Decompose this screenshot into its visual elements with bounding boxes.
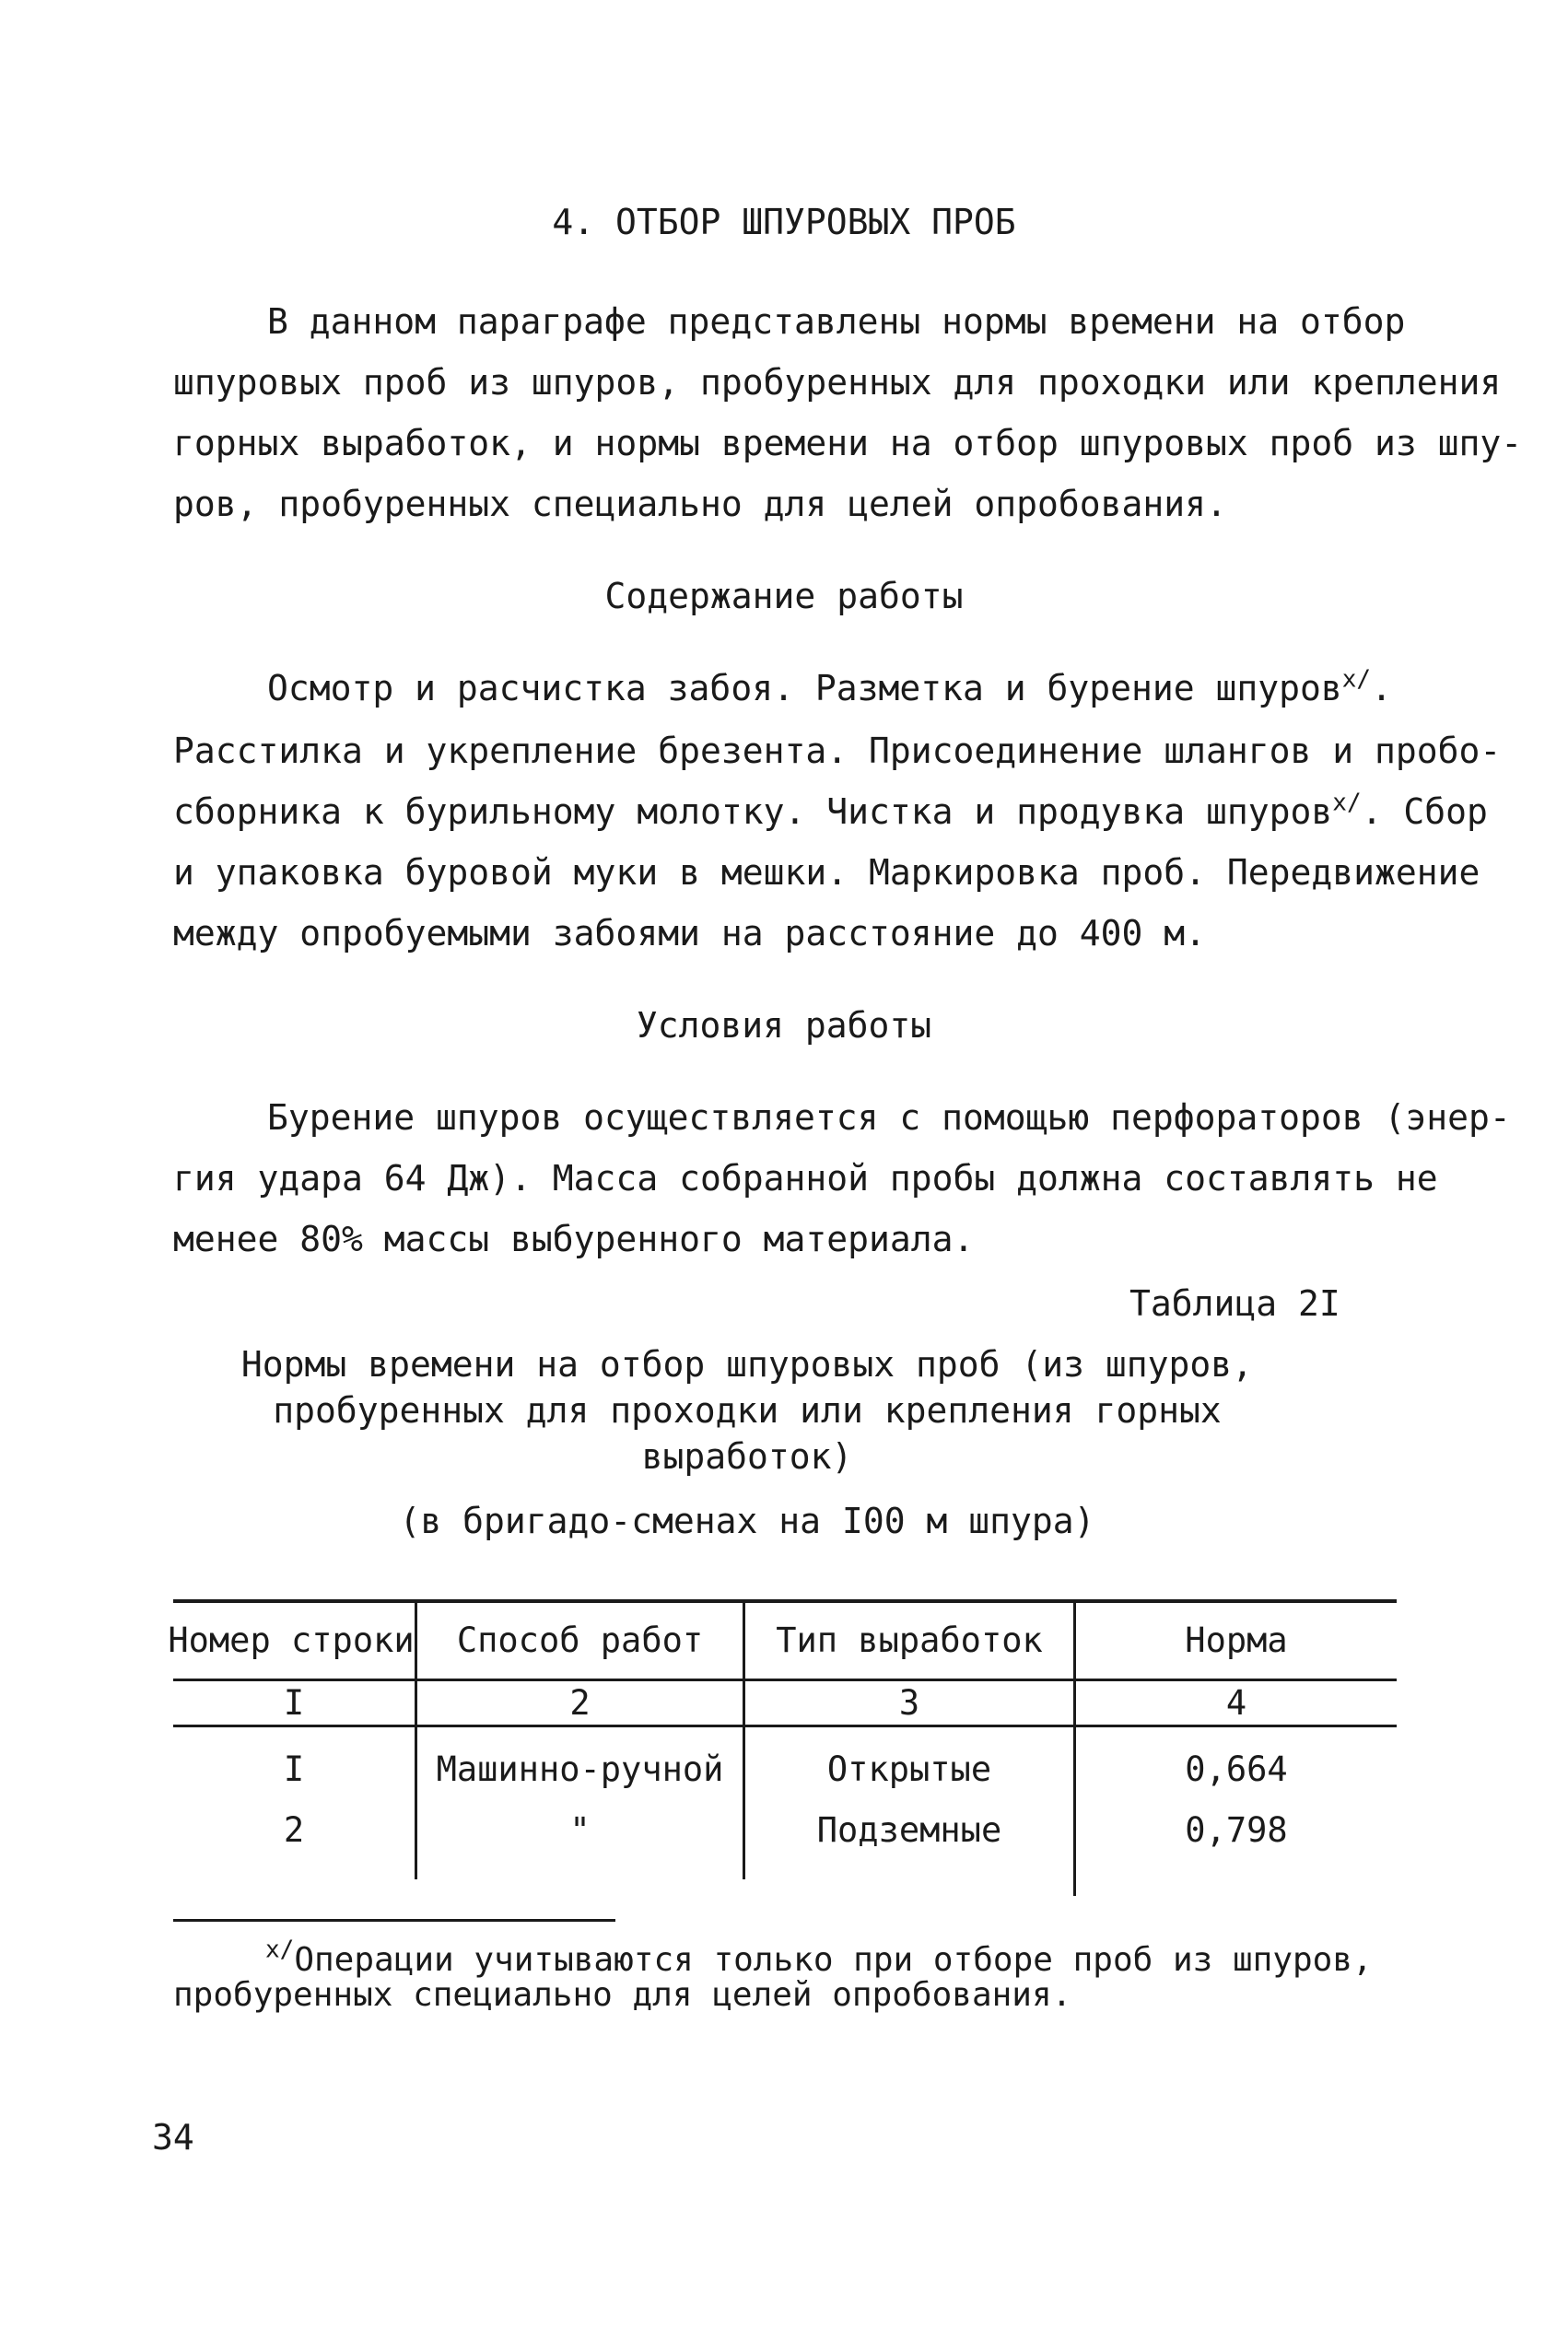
table-header-rule (173, 1679, 1397, 1681)
work-content-line-1-text: Осмотр и расчистка забоя. Разметка и бурение шпуров (267, 668, 1342, 708)
section-title: 4. ОТБОР ШПУРОВЫХ ПРОБ (552, 202, 1016, 242)
work-conditions-heading: Условия работы (636, 1005, 932, 1046)
table-cell-excavation-type: Подземные (816, 1810, 1002, 1850)
work-content-line-4 (173, 852, 1480, 893)
table-title-line-3: выработок) (641, 1436, 853, 1477)
table-cell-row-number: I (283, 1749, 305, 1789)
work-content-heading: Содержание работы (604, 576, 964, 616)
table-header-excavation-type: Тип выработок (776, 1620, 1043, 1660)
table-title-line-1: Нормы времени на отбор шпуровых проб (из шпуров, (240, 1344, 1254, 1385)
table-colnum-1: I (283, 1683, 305, 1723)
footnote-mark: х/ (265, 1936, 295, 1964)
work-content-line-1 (267, 665, 1392, 708)
table-title-line-2: пробуренных для проходки или крепления горных (273, 1390, 1222, 1431)
work-content-line-3 (173, 789, 1488, 832)
footnote-marker: х/ (1332, 789, 1362, 817)
table-cell-norm: 0,664 (1185, 1749, 1288, 1789)
table-cell-method: " (569, 1810, 591, 1850)
table-cell-excavation-type: Открытые (826, 1749, 992, 1789)
work-content-line-4-text: и упаковка буровой муки в мешки. Маркировка проб. Передвижение (173, 852, 1480, 893)
work-conditions-line-3: менее 80% массы выбуренного материала. (173, 1219, 975, 1259)
intro-line-1: В данном параграфе представлены нормы времени на отбор (267, 301, 1406, 342)
footnote-line-1 (265, 1936, 1373, 1979)
table-units: (в бригадо-сменах на I00 м шпура) (399, 1501, 1095, 1541)
intro-line-4: ров, пробуренных специально для целей опробования. (173, 484, 1227, 524)
work-content-line-1-tail: . (1371, 668, 1392, 708)
intro-line-3: горных выработок, и нормы времени на отбор шпуровых проб из шпу- (173, 423, 1523, 463)
work-conditions-line-1: Бурение шпуров осуществляется с помощью перфораторов (энер- (267, 1097, 1511, 1138)
work-content-line-2 (173, 731, 1502, 771)
table-colnum-4: 4 (1225, 1683, 1247, 1723)
table-label: Таблица 2I (1129, 1283, 1340, 1324)
footnote-line-2: пробуренных специально для целей опробования. (173, 1976, 1072, 2014)
page-number: 34 (152, 2117, 194, 2158)
work-content-line-5-text: между опробуемыми забоями на расстояние до 400 м. (173, 913, 1207, 953)
intro-line-2: шпуровых проб из шпуров, пробуренных для проходки или крепления (173, 362, 1502, 403)
table-top-rule (173, 1599, 1397, 1603)
work-content-line-5 (173, 913, 1207, 953)
table-numbers-rule (173, 1725, 1397, 1727)
footnote-marker: х/ (1341, 665, 1372, 694)
footnote-separator (173, 1919, 615, 1922)
table-colnum-3: 3 (898, 1683, 920, 1723)
table-header-norm: Норма (1185, 1620, 1288, 1660)
table-header-method: Способ работ (456, 1620, 704, 1660)
table-cell-norm: 0,798 (1185, 1810, 1288, 1850)
work-conditions-line-2: гия удара 64 Дж). Масса собранной пробы должна составлять не (173, 1158, 1438, 1199)
footnote-text-1: Операции учитываются только при отборе проб из шпуров, (294, 1941, 1373, 1979)
work-content-line-2-text: Расстилка и укрепление брезента. Присоединение шлангов и пробо- (173, 731, 1502, 771)
work-content-line-3-text: сборника к бурильному молотку. Чистка и продувка шпуров (173, 791, 1333, 832)
table-header-row-number: Номер строки (168, 1620, 415, 1660)
work-content-line-3-tail: . Сбор (1361, 791, 1488, 832)
table-colnum-2: 2 (569, 1683, 591, 1723)
table-cell-method: Машинно-ручной (436, 1749, 724, 1789)
table-cell-row-number: 2 (283, 1810, 305, 1850)
